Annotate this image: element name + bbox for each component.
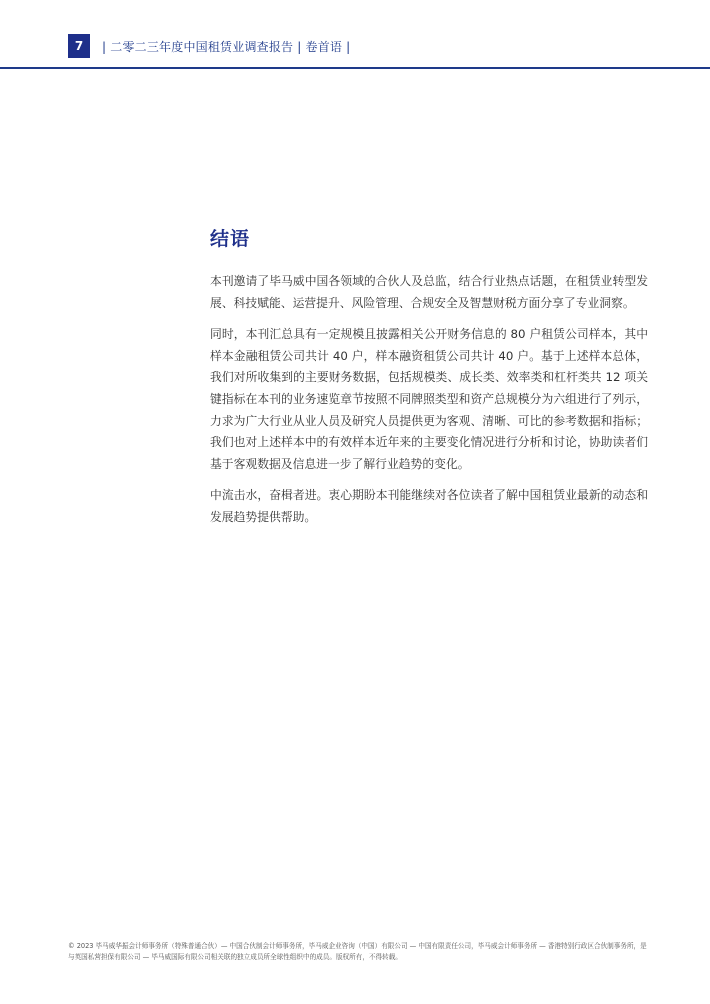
paragraph: 本刊邀请了毕马威中国各领域的合伙人及总监，结合行业热点话题，在租赁业转型发展、科技赋能、运营提升、风险管理、合规安全及智慧财税方面分享了专业洞察。: [210, 274, 648, 310]
running-header-title: | 二零二三年度中国租赁业调查报告 | 卷首语 |: [102, 40, 351, 54]
page-number-badge: 7: [68, 34, 90, 58]
section-title: 结语: [210, 228, 251, 250]
header-divider: [0, 67, 710, 69]
body-text: [210, 271, 648, 539]
paragraph: 中流击水，奋楫者进。衷心期盼本刊能继续对各位读者了解中国租赁业最新的动态和发展趋势提供帮助。: [210, 488, 648, 524]
paragraph: 同时，本刊汇总具有一定规模且披露相关公开财务信息的 80 户租赁公司样本，其中样本金融租赁公司共计 40 户，样本融资租赁公司共计 40 户。基于上述样本总体，我们对所收集到的主要财务数据，包括规模类、成长类、效率类和杠杆类共 12 项关键指标在本刊的业务速览章节按照不同牌照类型和资产总规模分为六组进行了列示，力求为广大行业从业人员及研究人员提供更为客观、清晰、可比的参考数据和指标；我们也对上述样本中的有效样本近年来的主要变化情况进行分析和讨论，协助读者们基于客观数据及信息进一步了解行业趋势的变化。: [210, 327, 648, 471]
footer-copyright: © 2023 毕马威华振会计师事务所（特殊普通合伙）— 中国合伙制会计师事务所，毕马威企业咨询（中国）有限公司 — 中国有限责任公司，毕马威会计师事务所 — 香港特别行政区合伙制事务所，是与英国私营担保有限公司 — 毕马威国际有限公司相关联的独立成员所全球性组织中的成员。版权所有，不得转载。: [68, 942, 647, 961]
